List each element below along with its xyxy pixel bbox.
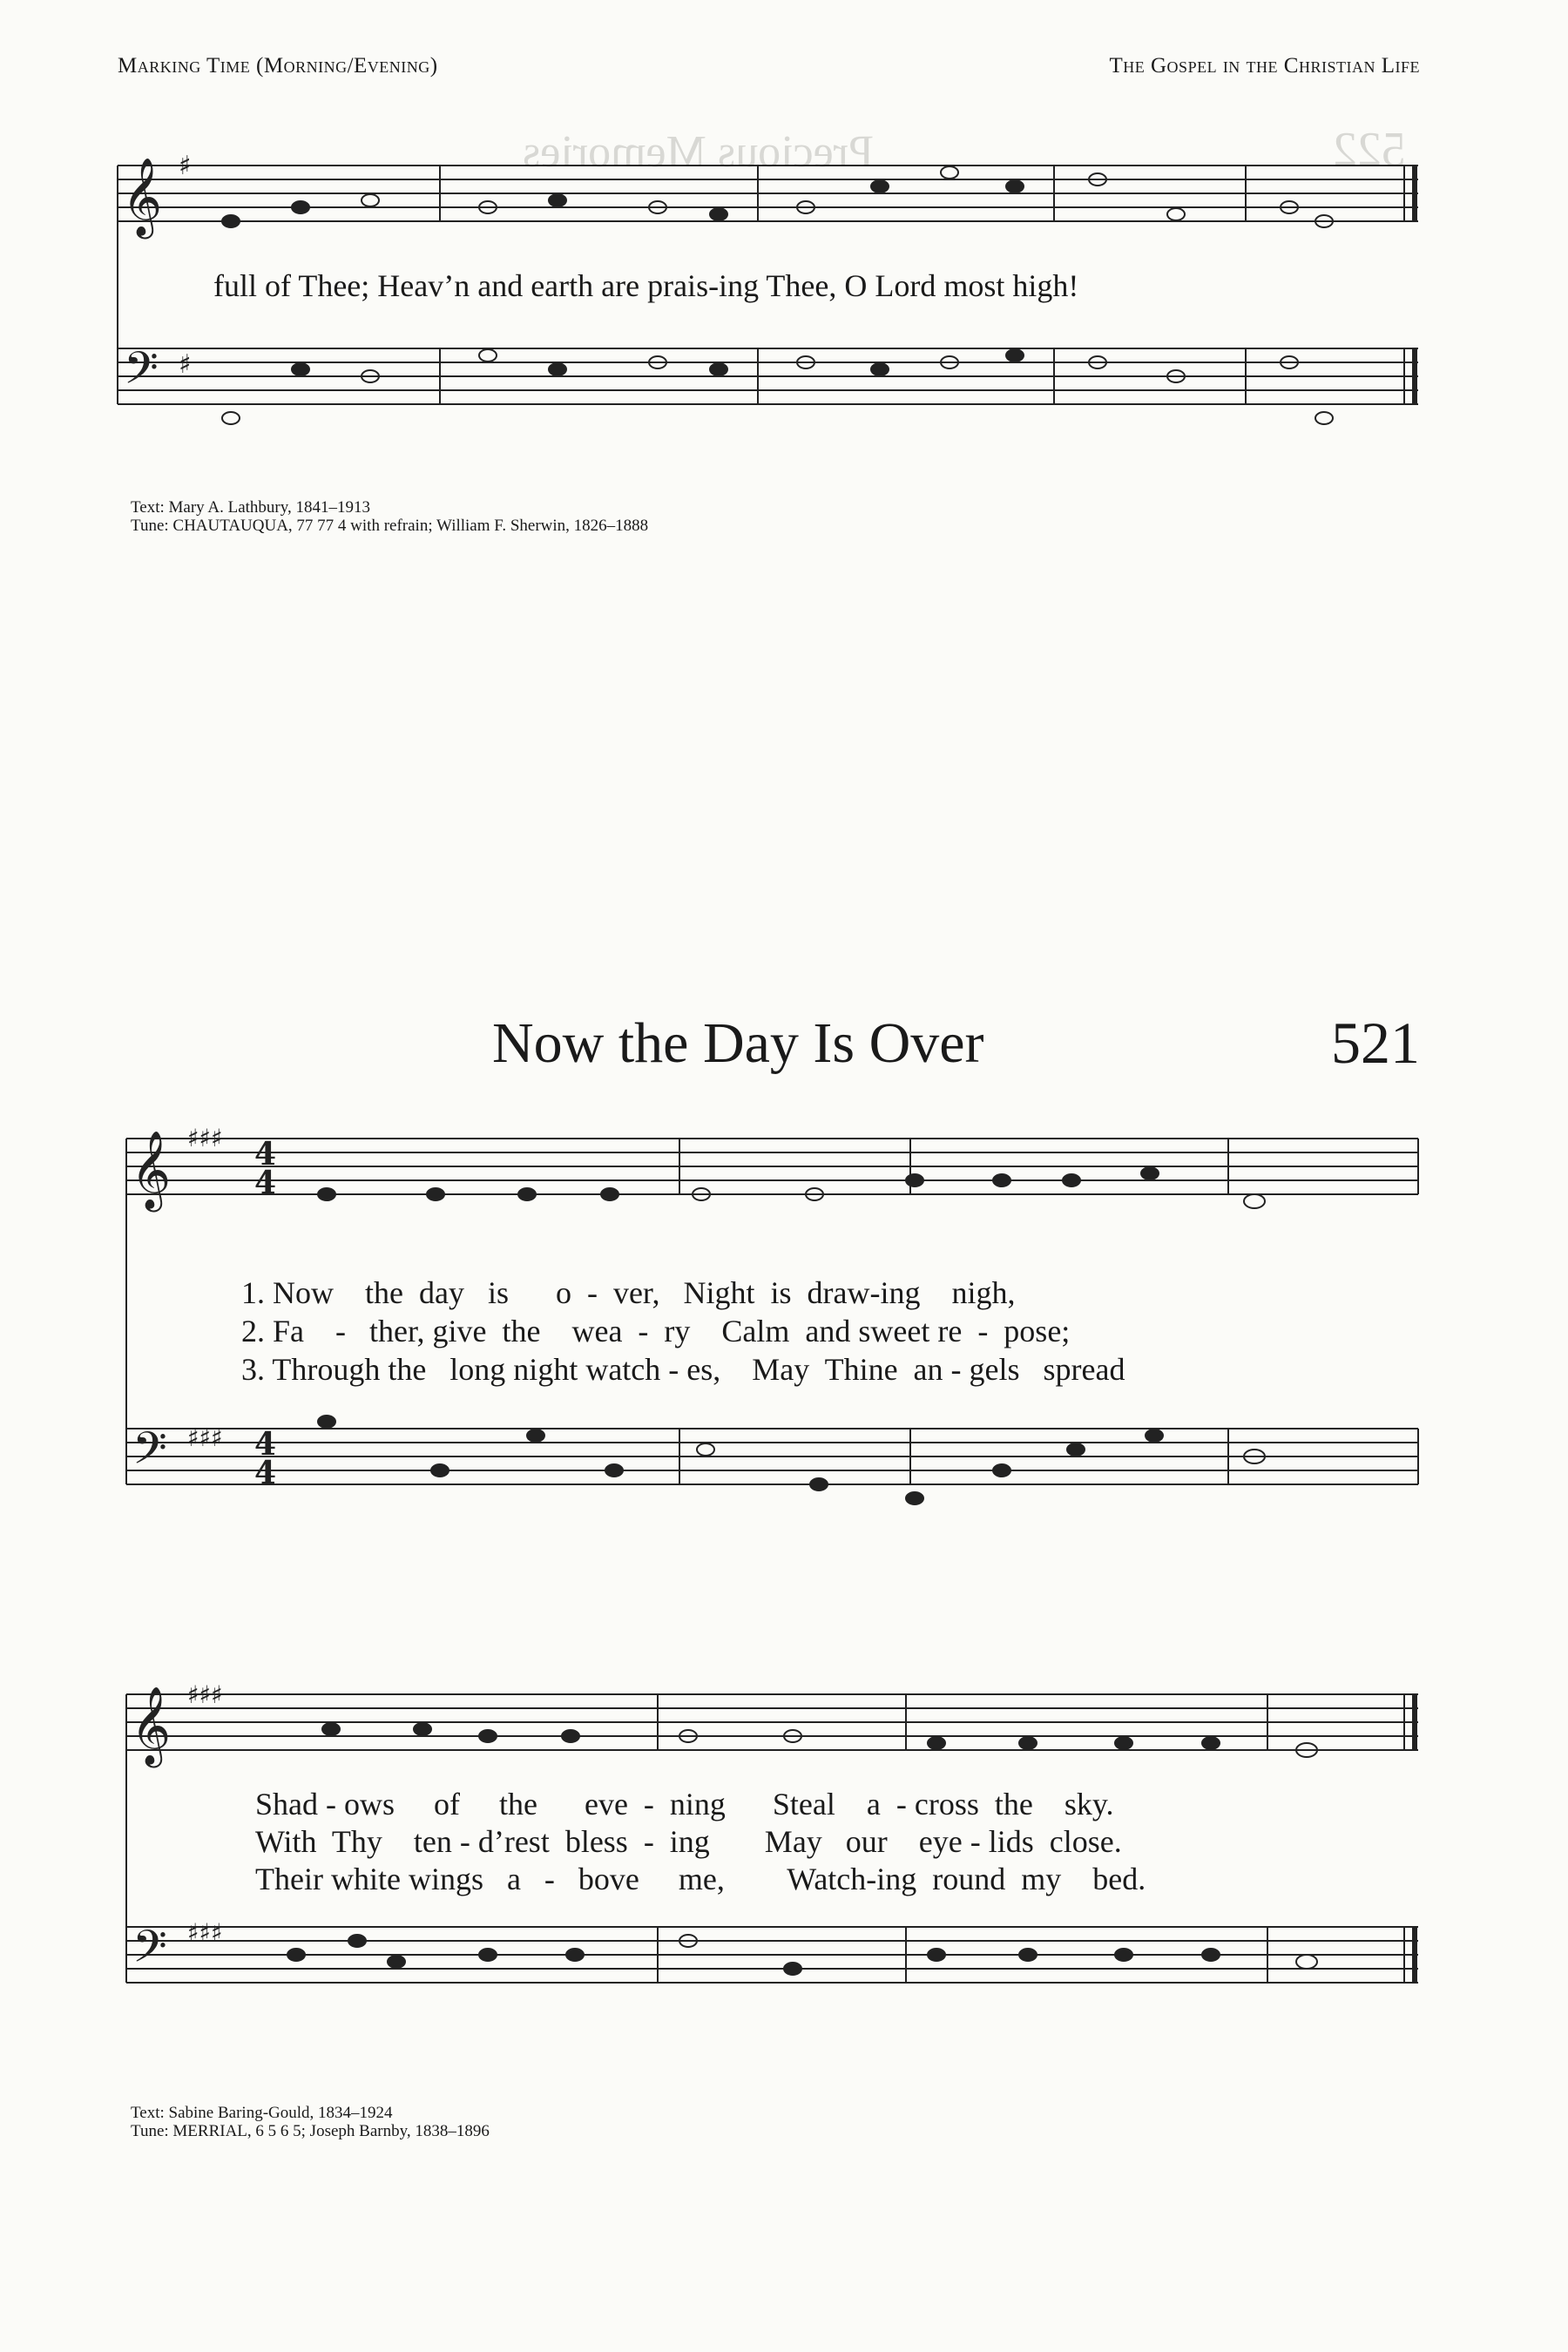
svg-text:♯: ♯: [179, 151, 192, 181]
sys1-verse-1: 1. Now the day is o - ver, Night is draw-ing nigh,: [241, 1275, 1016, 1310]
prev-text-credit: Text: Mary A. Lathbury, 1841–1913: [131, 498, 371, 517]
treble-clef-sys1: 𝄞: [131, 1131, 172, 1209]
svg-text:♯♯♯: ♯♯♯: [187, 1423, 223, 1452]
sys2-verse-1: Shad - ows of the eve - ning Steal a - cross the sky.: [255, 1787, 1114, 1821]
treble-clef-sys2: 𝄞: [131, 1686, 172, 1765]
sys2-verse-3: Their white wings a - bove me, Watch-ing round my bed.: [255, 1862, 1146, 1896]
bass-clef-sys2: 𝄢: [132, 1920, 167, 1984]
treble-clef-prev: 𝄞: [122, 158, 163, 236]
hymn-title: Now the Day Is Over: [492, 1011, 984, 1075]
prev-hymn-lyric: full of Thee; Heav’n and earth are prais-ing Thee, O Lord most high!: [213, 268, 1079, 303]
running-head-left: Marking Time (Morning/Evening): [118, 54, 438, 78]
svg-text:4: 4: [254, 1165, 277, 1201]
svg-text:4: 4: [254, 1136, 277, 1173]
svg-text:♯♯♯: ♯♯♯: [187, 1124, 223, 1152]
sys1-bass-staff: [126, 1429, 1418, 1484]
hymn-text-credit: Text: Sabine Baring-Gould, 1834–1924: [131, 2104, 393, 2122]
svg-text:4: 4: [254, 1426, 277, 1463]
hymn-tune-credit: Tune: MERRIAL, 6 5 6 5; Joseph Barnby, 1838–1896: [131, 2122, 490, 2140]
running-head-right: The Gospel in the Christian Life: [1109, 54, 1420, 78]
bleed-through-number: 522: [1333, 123, 1406, 177]
prev-bass-staff: [118, 348, 1418, 404]
sys2-bass-staff: [126, 1927, 1418, 1983]
prev-tune-credit: Tune: CHAUTAUQUA, 77 77 4 with refrain; William F. Sherwin, 1826–1888: [131, 517, 649, 535]
sys2-verse-2: With Thy ten - d’rest bless - ing May our eye - lids close.: [255, 1824, 1122, 1859]
sys1-verse-3: 3. Through the long night watch - es, May Thine an - gels spread: [241, 1352, 1125, 1387]
svg-text:♯♯♯: ♯♯♯: [187, 1680, 223, 1709]
bass-clef-prev: 𝄢: [124, 341, 159, 405]
bass-clef-sys1: 𝄢: [132, 1422, 167, 1485]
prev-treble-staff: [118, 166, 1418, 221]
sys1-verse-2: 2. Fa - ther, give the wea - ry Calm and sweet re - pose;: [241, 1314, 1071, 1348]
sys1-treble-staff: [126, 1139, 1418, 1194]
svg-text:♯: ♯: [179, 349, 192, 380]
svg-text:4: 4: [254, 1455, 277, 1491]
svg-text:♯♯♯: ♯♯♯: [187, 1918, 223, 1947]
hymn-number: 521: [1331, 1010, 1420, 1076]
bleed-through-title: Precious Memories: [523, 127, 874, 177]
sys2-treble-staff: [126, 1694, 1418, 1750]
